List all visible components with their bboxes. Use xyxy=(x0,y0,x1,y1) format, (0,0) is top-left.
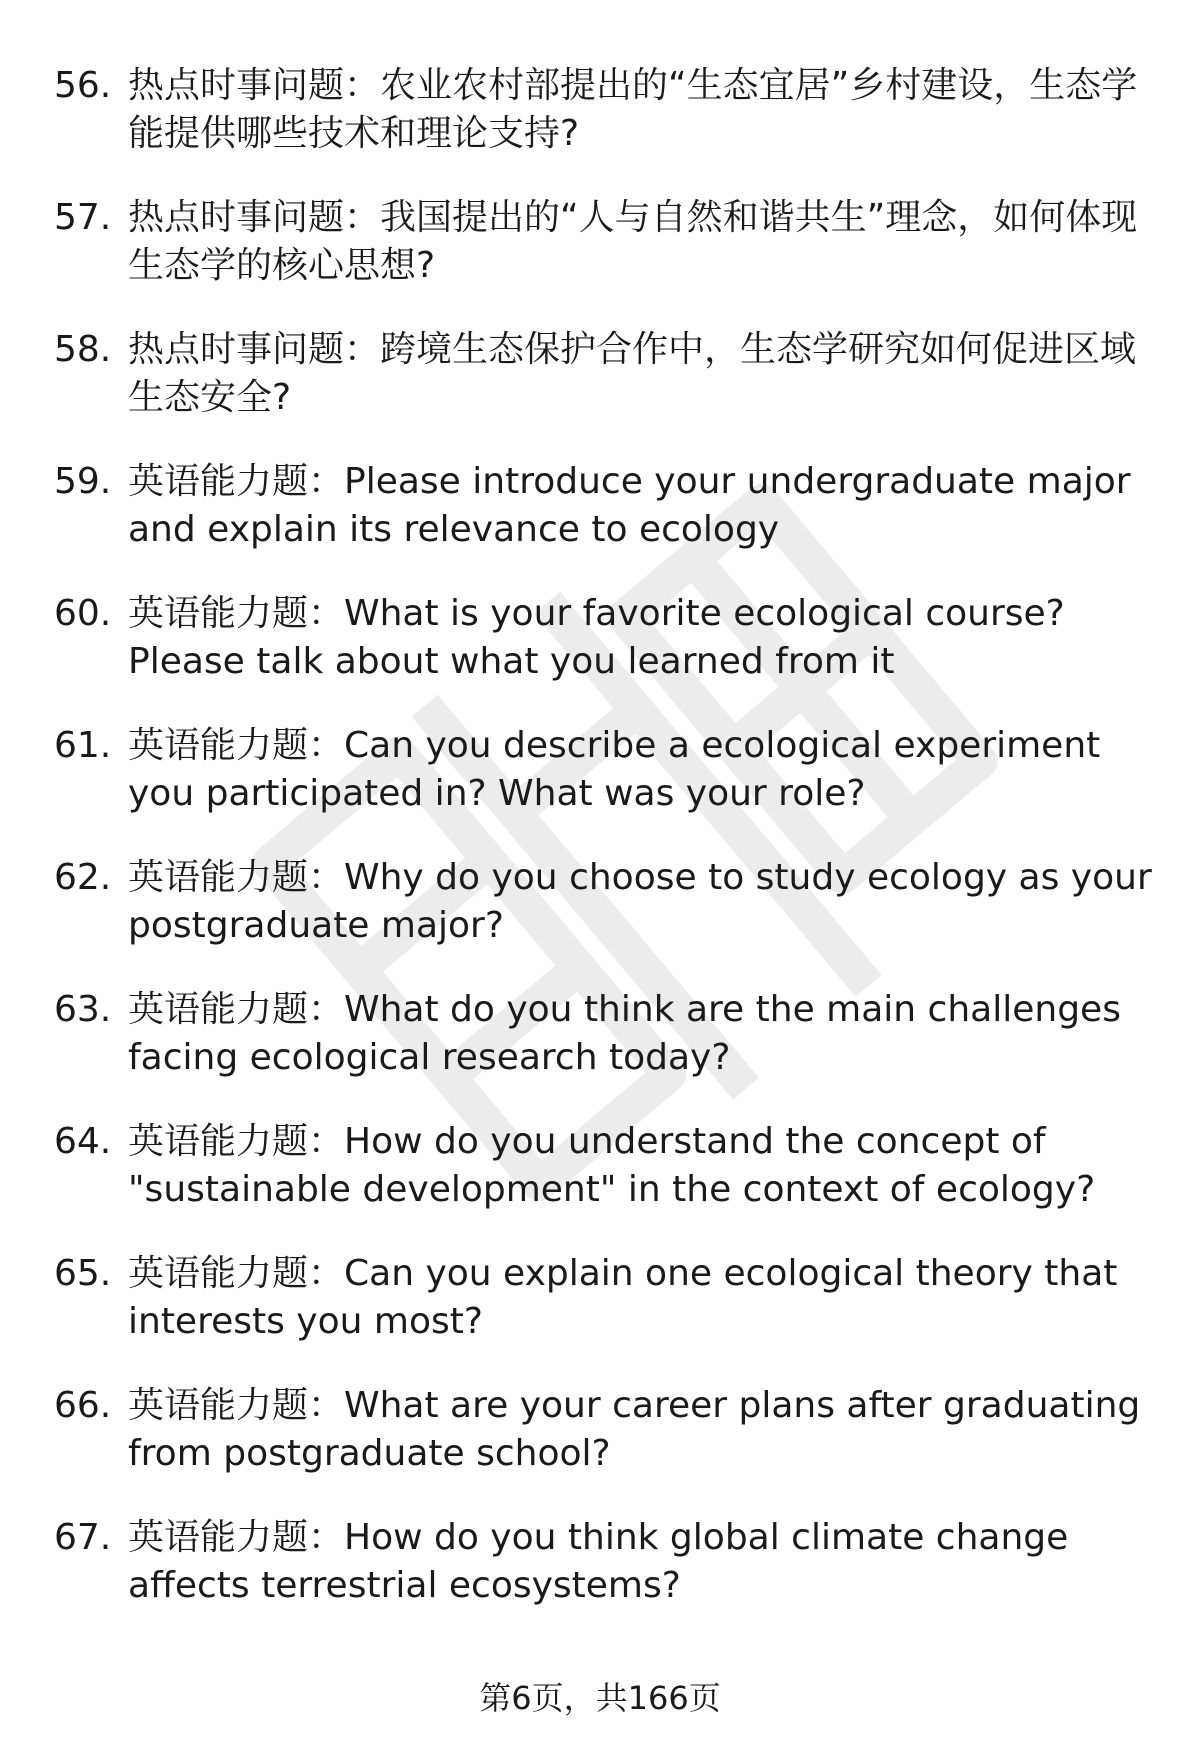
question-item xyxy=(0,1376,1200,1508)
question-text: 英语能力题：Please introduce your undergraduate major and explain its relevance to ecology xyxy=(128,461,1131,550)
question-item xyxy=(0,848,1200,980)
question-number: 59. xyxy=(54,461,112,502)
question-number: 60. xyxy=(54,593,112,634)
question-item xyxy=(0,320,1200,452)
question-item xyxy=(0,1508,1200,1640)
question-text: 英语能力题：Why do you choose to study ecology as your postgraduate major? xyxy=(128,857,1152,946)
question-text: 英语能力题：Can you explain one ecological theory that interests you most? xyxy=(128,1253,1118,1342)
page-footer: 第6页，共166页 xyxy=(479,1679,721,1717)
question-text: 英语能力题：What are your career plans after graduating from postgraduate school? xyxy=(128,1385,1141,1474)
question-text: 英语能力题：What do you think are the main challenges facing ecological research today? xyxy=(128,989,1121,1078)
question-number: 56. xyxy=(54,65,112,106)
question-number: 67. xyxy=(54,1517,112,1558)
question-number: 57. xyxy=(54,197,112,238)
question-number: 66. xyxy=(54,1385,112,1426)
question-item xyxy=(0,56,1200,188)
question-number: 65. xyxy=(54,1253,112,1294)
question-item xyxy=(0,716,1200,848)
question-text: 热点时事问题：农业农村部提出的“生态宜居”乡村建设，生态学能提供哪些技术和理论支持? xyxy=(128,65,1138,154)
question-text: 英语能力题：Can you describe a ecological experiment you participated in? What was your role? xyxy=(128,725,1101,814)
question-item xyxy=(0,1112,1200,1244)
question-text: 英语能力题：How do you understand the concept of "sustainable development" in the context of ecology? xyxy=(128,1121,1096,1210)
question-text: 热点时事问题：我国提出的“人与自然和谐共生”理念，如何体现生态学的核心思想? xyxy=(128,197,1138,286)
question-number: 58. xyxy=(54,329,112,370)
question-text: 英语能力题：What is your favorite ecological course? Please talk about what you learned from it xyxy=(128,593,1065,682)
question-number: 64. xyxy=(54,1121,112,1162)
question-number: 63. xyxy=(54,989,112,1030)
question-item xyxy=(0,452,1200,584)
question-item xyxy=(0,980,1200,1112)
question-item xyxy=(0,584,1200,716)
question-list xyxy=(0,56,1200,1640)
question-number: 62. xyxy=(54,857,112,898)
question-item xyxy=(0,1244,1200,1376)
question-text: 英语能力题：How do you think global climate change affects terrestrial ecosystems? xyxy=(128,1517,1069,1606)
question-item xyxy=(0,188,1200,320)
question-text: 热点时事问题：跨境生态保护合作中，生态学研究如何促进区域生态安全? xyxy=(128,329,1137,418)
question-number: 61. xyxy=(54,725,112,766)
